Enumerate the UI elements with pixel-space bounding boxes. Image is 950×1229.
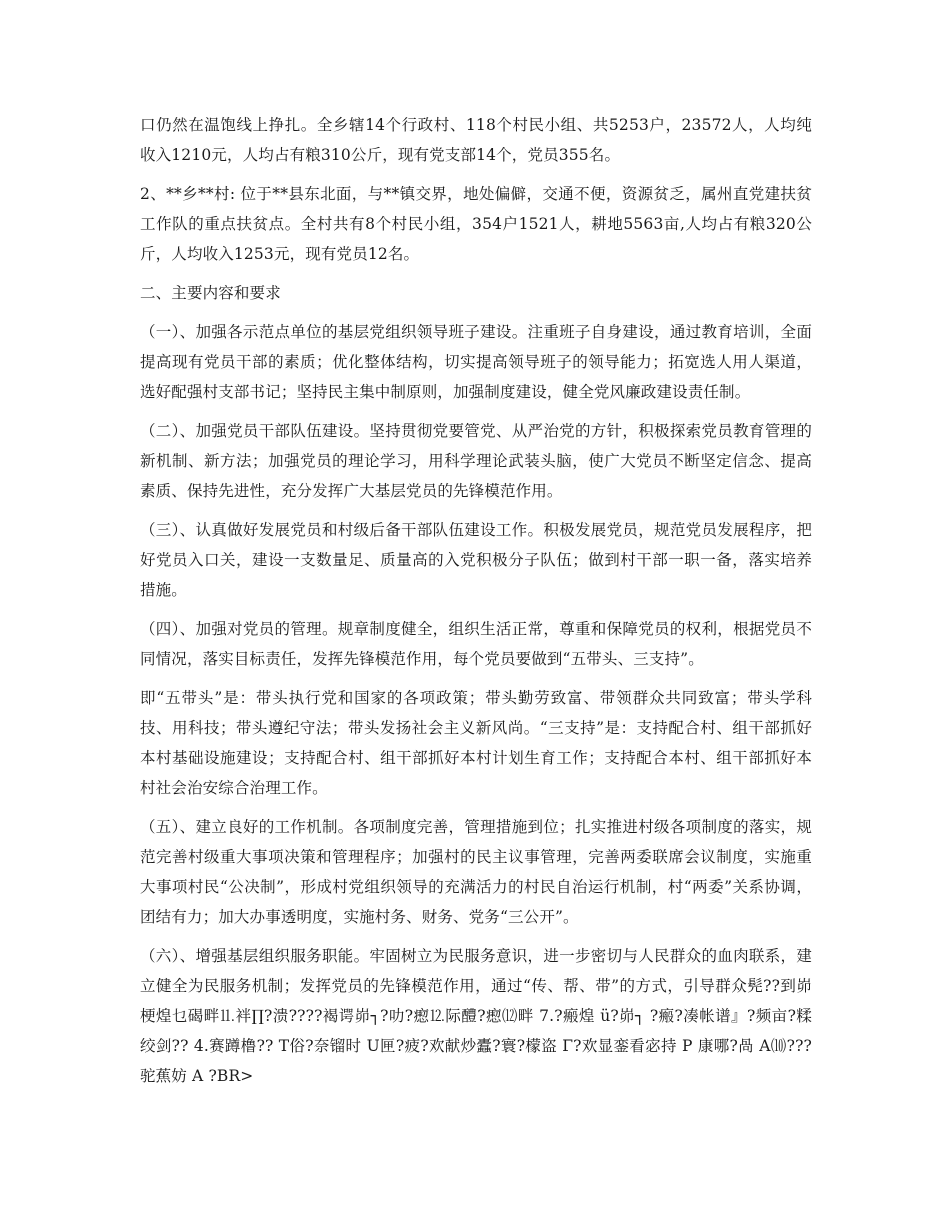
paragraph-item-5: （五）、建立良好的工作机制。各项制度完善，管理措施到位；扎实推进村级各项制度的落实，规范完善村级重大事项决策和管理程序；加强村的民主议事管理，完善两委联席会议制度，实施重大事项村民“公决制”，形成村党组织领导的充满活力的村民自治运行机制，村“两委”关系协调，团结有力；加大办事透明度，实施村务、财务、党务“三公开”。 [140, 818, 812, 926]
paragraph-five-three-explanation: 即“五带头”是：带头执行党和国家的各项政策；带头勤劳致富、带领群众共同致富；带头学科技、用科技；带头遵纪守法；带头发扬社会主义新风尚。“三支持”是：支持配合村、组干部抓好本村基础设施建设；支持配合村、组干部抓好本村计划生育工作；支持配合本村、组干部抓好本村社会治安综合治理工作。 [140, 689, 812, 797]
section-heading-main-content: 二、主要内容和要求 [140, 284, 281, 302]
paragraph-village-profile: 2、**乡**村: 位于**县东北面，与**镇交界，地处偏僻，交通不便，资源贫乏，属州直党建扶贫工作队的重点扶贫点。全村共有8个村民小组，354户1521人，耕地5563亩,人均占有粮320公斤，人均收入1253元，现有党员12名。 [140, 185, 812, 263]
document-page [140, 110, 812, 1100]
paragraph-item-1: （一）、加强各示范点单位的基层党组织领导班子建设。注重班子自身建设，通过教育培训，全面提高现有党员干部的素质；优化整体结构，切实提高领导班子的领导能力；拓宽选人用人渠道，选好配强村支部书记；坚持民主集中制原则，加强制度建设，健全党风廉政建设责任制。 [140, 323, 812, 401]
paragraph-item-6: （六）、增强基层组织服务职能。牢固树立为民服务意识，进一步密切与人民群众的血肉联系，建立健全为民服务机制；发挥党员的先锋模范作用，通过“传、帮、带”的方式，引导群众髡??到峁梗煌乜碣畔⒒袢∏?溃????褐谔峁┐?叻?瘛⒓际醴?瘛⑿畔 7.?瘢煌 ü?峁┐ ?瘢?凑帐谱』?频亩?糅绞剑?? 4.赛蹲橹?? T俗?奈镏时 U匣?疲?欢献炒蠹?寰?檬盗 Γ?欢显銮看宓持 P 康哪?咼 A⑽???驼蕉妨 A ?BR> [140, 947, 812, 1085]
paragraph-item-2: （二）、加强党员干部队伍建设。坚持贯彻党要管党、从严治党的方针，积极探索党员教育管理的新机制、新方法；加强党员的理论学习，用科学理论武装头脑，使广大党员不断坚定信念、提高素质、保持先进性，充分发挥广大基层党员的先锋模范作用。 [140, 422, 812, 500]
paragraph-item-3: （三）、认真做好发展党员和村级后备干部队伍建设工作。积极发展党员，规范党员发展程序，把好党员入口关，建设一支数量足、质量高的入党积极分子队伍；做到村干部一职一备，落实培养措施。 [140, 521, 812, 599]
paragraph-township-stats: 口仍然在温饱线上挣扎。全乡辖14个行政村、118个村民小组、共5253户，23572人，人均纯收入1210元，人均占有粮310公斤，现有党支部14个，党员355名。 [140, 116, 812, 164]
paragraph-item-4: （四）、加强对党员的管理。规章制度健全，组织生活正常，尊重和保障党员的权利，根据党员不同情况，落实目标责任，发挥先锋模范作用，每个党员要做到“五带头、三支持”。 [140, 620, 812, 668]
